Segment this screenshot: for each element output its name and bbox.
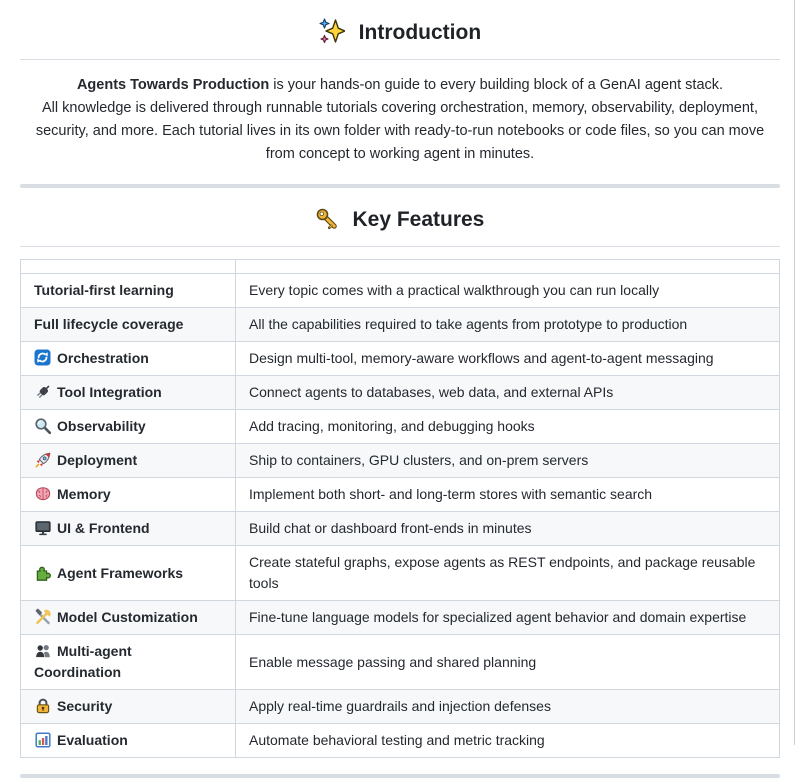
intro-section <box>20 18 780 166</box>
hammer-wrench-icon <box>34 608 52 626</box>
intro-heading <box>20 18 780 60</box>
brain-icon <box>34 485 52 503</box>
feature-label-cell <box>21 546 236 601</box>
feature-description: Implement both short- and long-term stores with semantic search <box>236 478 780 512</box>
puzzle-icon <box>34 564 52 582</box>
feature-label: Model Customization <box>57 609 198 625</box>
feature-description: Every topic comes with a practical walkthrough you can run locally <box>236 274 780 308</box>
header-row <box>21 260 780 274</box>
feature-description: All the capabilities required to take agents from prototype to production <box>236 308 780 342</box>
window-edge-line <box>794 0 795 745</box>
feature-label: Tutorial-first learning <box>34 282 174 298</box>
header-cell-desc <box>236 260 780 274</box>
intro-line: All knowledge is delivered through runnable tutorials covering orchestration, memory, observability, deployment, <box>42 100 758 116</box>
feature-label: Security <box>57 698 113 714</box>
feature-row <box>21 690 780 724</box>
feature-description: Apply real-time guardrails and injection defenses <box>236 690 780 724</box>
counterclockwise-arrows-icon <box>34 349 52 367</box>
bottom-divider <box>20 774 780 778</box>
feature-description: Connect agents to databases, web data, and external APIs <box>236 376 780 410</box>
feature-description: Automate behavioral testing and metric tracking <box>236 724 780 758</box>
feature-description: Fine-tune language models for specialized agent behavior and domain expertise <box>236 601 780 635</box>
feature-row <box>21 274 780 308</box>
feature-label-cell <box>21 376 236 410</box>
intro-paragraph <box>20 74 780 166</box>
section-divider <box>20 184 780 188</box>
intro-line: from concept to working agent in minutes. <box>265 146 535 162</box>
features-table-header <box>21 260 780 274</box>
feature-label-cell <box>21 342 236 376</box>
features-section <box>20 208 780 758</box>
feature-row <box>21 724 780 758</box>
header-cell-feature <box>21 260 236 274</box>
feature-label: Deployment <box>57 452 138 468</box>
feature-description: Design multi-tool, memory-aware workflows and agent-to-agent messaging <box>236 342 780 376</box>
feature-label: UI & Frontend <box>57 520 150 536</box>
rocket-icon <box>34 451 52 469</box>
feature-label: Orchestration <box>57 350 149 366</box>
feature-description: Add tracing, monitoring, and debugging hooks <box>236 410 780 444</box>
feature-row <box>21 376 780 410</box>
sparkles-icon <box>319 18 345 50</box>
feature-label: Observability <box>57 418 146 434</box>
feature-label: Memory <box>57 486 111 502</box>
feature-row <box>21 635 780 690</box>
feature-label: Evaluation <box>57 732 128 748</box>
feature-label: Multi-agent Coordination <box>34 643 132 680</box>
magnifier-icon <box>34 417 52 435</box>
feature-row <box>21 601 780 635</box>
feature-label-cell <box>21 601 236 635</box>
feature-description: Create stateful graphs, expose agents as REST endpoints, and package reusable tools <box>236 546 780 601</box>
feature-description: Enable message passing and shared planning <box>236 635 780 690</box>
feature-description: Build chat or dashboard front-ends in minutes <box>236 512 780 546</box>
feature-row <box>21 444 780 478</box>
features-title: Key Features <box>352 208 485 231</box>
feature-label-cell <box>21 635 236 690</box>
feature-label-cell <box>21 308 236 342</box>
intro-line: Agents Towards Production is your hands-on guide to every building block of a GenAI agent stack. <box>76 77 724 93</box>
feature-label: Agent Frameworks <box>57 564 184 581</box>
intro-title: Introduction <box>358 21 482 44</box>
features-table <box>20 259 780 758</box>
feature-row <box>21 308 780 342</box>
bar-chart-icon <box>34 731 52 749</box>
feature-label: Full lifecycle coverage <box>34 316 184 332</box>
feature-label: Tool Integration <box>57 384 162 400</box>
feature-label-cell <box>21 478 236 512</box>
feature-row <box>21 546 780 601</box>
features-heading <box>20 208 780 247</box>
feature-row <box>21 512 780 546</box>
feature-description: Ship to containers, GPU clusters, and on-prem servers <box>236 444 780 478</box>
feature-row <box>21 342 780 376</box>
intro-line: security, and more. Each tutorial lives in its own folder with ready-to-run notebooks or code files, so you can move <box>35 123 765 139</box>
key-icon <box>316 208 339 237</box>
feature-label-cell <box>21 410 236 444</box>
feature-label-cell <box>21 274 236 308</box>
feature-row <box>21 478 780 512</box>
feature-label-cell <box>21 444 236 478</box>
feature-label-cell <box>21 690 236 724</box>
monitor-icon <box>34 519 52 537</box>
feature-label-cell <box>21 512 236 546</box>
features-table-body <box>21 274 780 758</box>
busts-icon <box>34 642 52 660</box>
feature-label-cell <box>21 724 236 758</box>
feature-row <box>21 410 780 444</box>
plug-icon <box>34 383 52 401</box>
lock-icon <box>34 697 52 715</box>
